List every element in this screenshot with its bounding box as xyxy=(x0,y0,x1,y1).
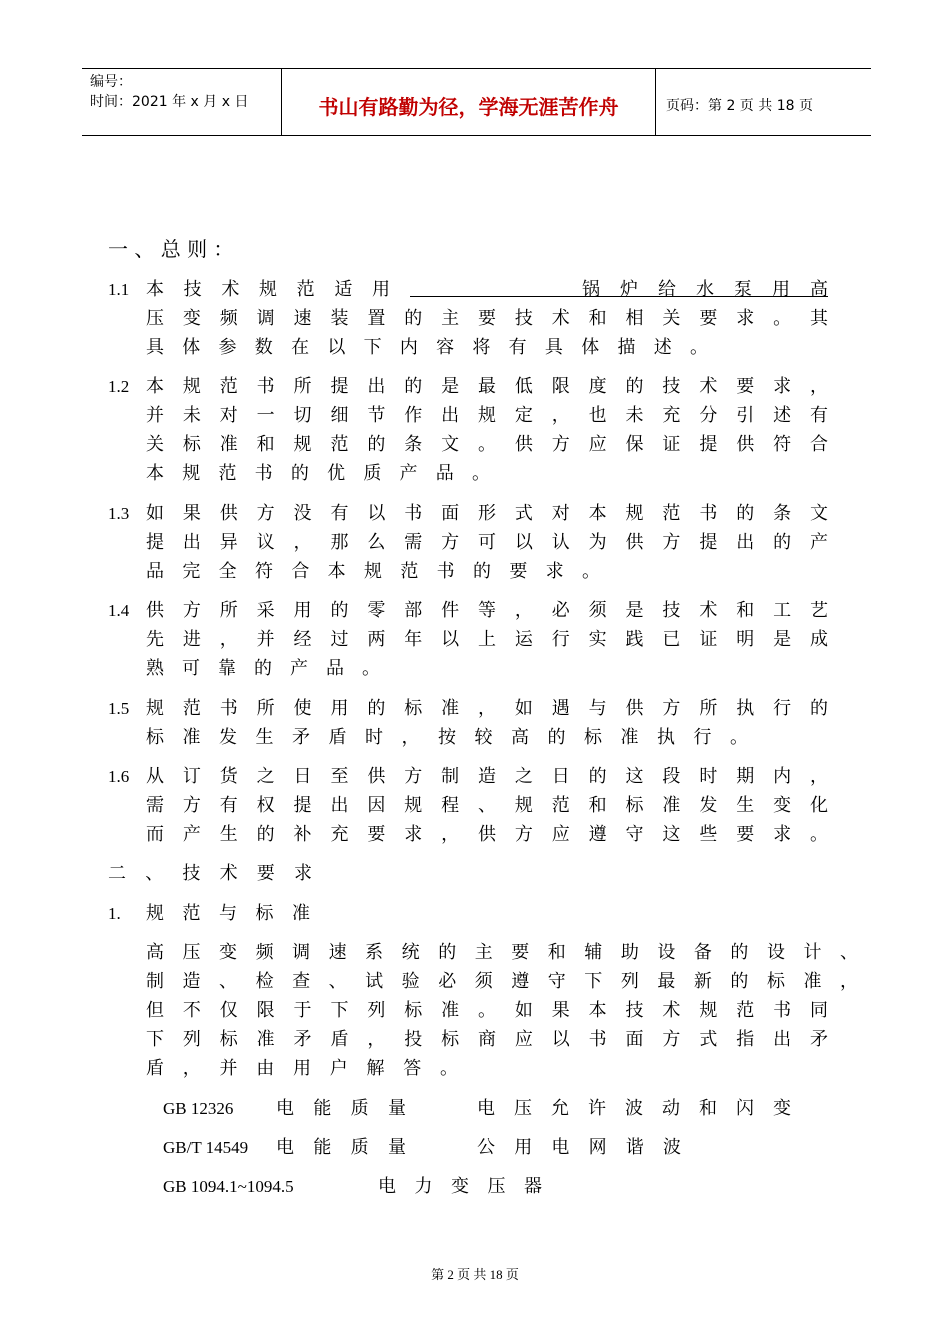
header-page-info: 页码：第 2 页 共 18 页 xyxy=(666,98,813,114)
standard-name: 电 压 允 许 波 动 和 闪 变 xyxy=(477,1098,791,1119)
standard-category: 电 能 质 量 xyxy=(276,1137,406,1158)
item-line: 而 产 生 的 补 充 要 求 ， 供 方 应 遵 守 这 些 要 求 。 xyxy=(146,824,828,845)
subsection-title: 规 范 与 标 准 xyxy=(146,903,310,924)
item-blank-underline xyxy=(410,278,582,302)
item-number: 1.5 xyxy=(108,699,130,718)
subsection-number: 1. xyxy=(108,904,121,923)
item-line: 锅 炉 给 水 泵 用 高 xyxy=(582,279,828,300)
standard-name: 电 力 变 压 器 xyxy=(378,1176,542,1197)
paragraph-line: 但 不 仅 限 于 下 列 标 准 。 如 果 本 技 术 规 范 书 同 xyxy=(146,1000,828,1021)
header-meta xyxy=(82,69,282,135)
header-motto: 书山有路勤为径，学海无涯苦作舟 xyxy=(282,69,656,135)
item-number: 1.4 xyxy=(108,601,130,620)
paragraph-line: 制 造 、 检 查 、 试 验 必 须 遵 守 下 列 最 新 的 标 准 ， xyxy=(146,971,858,992)
item-line: 关 标 准 和 规 范 的 条 文 。 供 方 应 保 证 提 供 符 合 xyxy=(146,434,828,455)
item-number: 1.3 xyxy=(108,504,130,523)
item-line: 规 范 书 所 使 用 的 标 准 ， 如 遇 与 供 方 所 执 行 的 xyxy=(146,698,828,719)
item-line: 从 订 货 之 日 至 供 方 制 造 之 日 的 这 段 时 期 内 ， xyxy=(146,766,828,787)
standard-name: 公 用 电 网 谐 波 xyxy=(477,1137,681,1158)
item-line: 具 体 参 数 在 以 下 内 容 将 有 具 体 描 述 。 xyxy=(146,337,708,358)
document-number-label: 编号： xyxy=(90,74,132,90)
item-line: 需 方 有 权 提 出 因 规 程 、 规 范 和 标 准 发 生 变 化 xyxy=(146,795,828,816)
item-line: 先 进 ， 并 经 过 两 年 以 上 运 行 实 践 已 证 明 是 成 xyxy=(146,629,828,650)
item-line: 本 规 范 书 的 优 质 产 品 。 xyxy=(146,463,490,484)
standard-code: GB 12326 xyxy=(163,1099,234,1118)
item-number: 1.6 xyxy=(108,767,130,786)
page-footer: 第 2 页 共 18 页 xyxy=(431,1267,519,1282)
page-header xyxy=(82,68,871,136)
standard-code: GB/T 14549 xyxy=(163,1138,249,1157)
paragraph-line: 下 列 标 准 矛 盾 ， 投 标 商 应 以 书 面 方 式 指 出 矛 xyxy=(146,1029,828,1050)
item-line: 标 准 发 生 矛 盾 时 ， 按 较 高 的 标 准 执 行 。 xyxy=(146,727,748,748)
section1-title: 一 、 总 则 ： xyxy=(108,237,234,261)
item-line: 供 方 所 采 用 的 零 部 件 等 ， 必 须 是 技 术 和 工 艺 xyxy=(146,600,828,621)
item-number: 1.2 xyxy=(108,377,130,396)
standard-code: GB 1094.1~1094.5 xyxy=(163,1177,294,1196)
item-line: 熟 可 靠 的 产 品 。 xyxy=(146,658,380,679)
section2-title: 二 、 技 术 要 求 xyxy=(108,863,312,884)
paragraph-line: 盾 ， 并 由 用 户 解 答 。 xyxy=(146,1058,458,1079)
item-line: 并 未 对 一 切 细 节 作 出 规 定 ， 也 未 充 分 引 述 有 xyxy=(146,405,828,426)
item-line: 本 规 范 书 所 提 出 的 是 最 低 限 度 的 技 术 要 求 ， xyxy=(146,376,828,397)
item-line: 压 变 频 调 速 装 置 的 主 要 技 术 和 相 关 要 求 。 其 xyxy=(146,308,828,329)
document-date: 时间：2021 年 x 月 x 日 xyxy=(90,94,249,110)
standard-category: 电 能 质 量 xyxy=(276,1098,406,1119)
paragraph-line: 高 压 变 频 调 速 系 统 的 主 要 和 辅 助 设 备 的 设 计 、 xyxy=(146,942,858,963)
item-line: 如 果 供 方 没 有 以 书 面 形 式 对 本 规 范 书 的 条 文 xyxy=(146,503,828,524)
item-number: 1.1 xyxy=(108,280,130,299)
item-line: 本 技 术 规 范 适 用 xyxy=(146,279,390,300)
item-line: 提 出 异 议 ， 那 么 需 方 可 以 认 为 供 方 提 出 的 产 xyxy=(146,532,828,553)
item-line: 品 完 全 符 合 本 规 范 书 的 要 求 。 xyxy=(146,561,600,582)
